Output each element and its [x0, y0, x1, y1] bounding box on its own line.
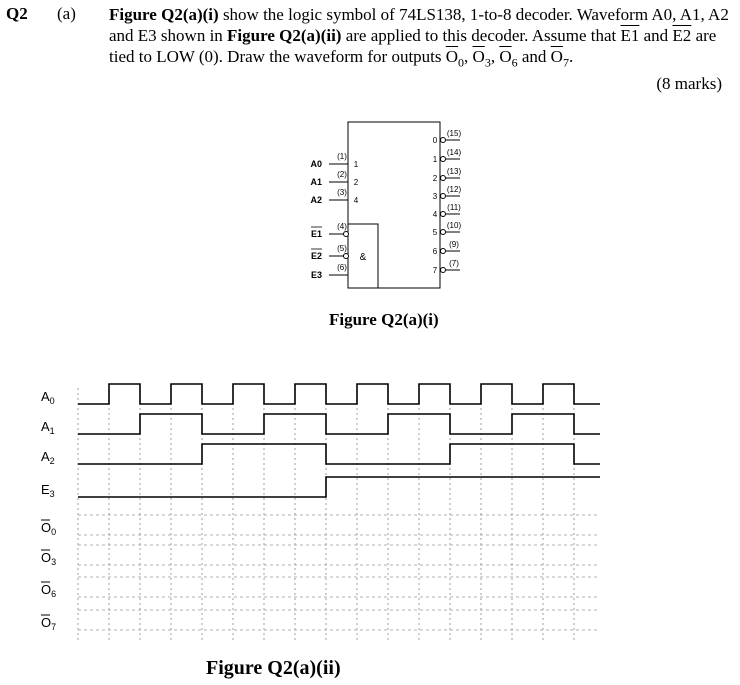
marks-label: (8 marks) [656, 74, 722, 93]
output-bubble [441, 212, 446, 217]
input-pin-number: (2) [337, 170, 347, 179]
question-part: (a) [57, 4, 76, 23]
input-weight: 4 [353, 196, 359, 205]
question-text-run: , [464, 47, 473, 66]
output-index: 1 [432, 155, 438, 164]
question-text-run: E2 [672, 26, 692, 45]
output-bubble [441, 157, 446, 162]
output-bubble [441, 194, 446, 199]
question-number: Q2 [6, 4, 28, 23]
input-weight: 2 [353, 178, 359, 187]
input-pin-number: (4) [337, 222, 347, 231]
figure-caption-i: Figure Q2(a)(i) [329, 310, 439, 329]
input-label: E1 [310, 229, 322, 239]
signal-label: $A_1$ [41, 419, 55, 436]
input-pin-number: (6) [337, 263, 347, 272]
output-index: 2 [432, 174, 438, 183]
waveform-trace [78, 384, 600, 404]
figure-caption-ii: Figure Q2(a)(ii) [206, 657, 341, 679]
input-pin-number: (1) [337, 152, 347, 161]
output-pin-number: (7) [449, 259, 459, 268]
input-label: E2 [310, 251, 322, 261]
output-pin-number: (13) [446, 167, 462, 176]
timing-diagram [41, 384, 600, 642]
question-text-run: show the logic symbol of 74LS138, 1-to-8 decoder. Waveform A0, A1, A2 and E3 shown in [109, 5, 729, 45]
signal-label: $O_3$ [41, 550, 57, 567]
output-pin-number: (9) [449, 240, 459, 249]
question-text-run: . [568, 47, 574, 66]
input-label: A2 [310, 195, 322, 205]
inversion-bubble [344, 232, 349, 237]
output-bubble [441, 138, 446, 143]
output-index: 5 [432, 228, 438, 237]
output-index: 7 [432, 266, 438, 275]
output-pin-number: (15) [446, 129, 462, 138]
output-pin-number: (11) [447, 203, 461, 212]
output-pin-number: (10) [446, 221, 462, 230]
question-text-run: and [639, 26, 673, 45]
output-index: 6 [432, 247, 438, 256]
output-index: 4 [432, 210, 438, 219]
signal-label: $O_7$ [41, 615, 57, 632]
output-bubble [441, 176, 446, 181]
question-text-run: $\overline{O}_7$ [550, 47, 569, 70]
output-index: 3 [432, 192, 438, 201]
signal-label: $O_6$ [41, 582, 57, 599]
question-text-run: Figure Q2(a)(i) [109, 5, 219, 24]
input-label: A1 [310, 177, 322, 187]
signal-label: $A_2$ [41, 449, 55, 466]
question-text-run: $\overline{O}_3$ [472, 47, 491, 70]
question-text-run: , [490, 47, 500, 66]
input-label: E3 [310, 270, 322, 280]
decoder-logic-symbol [310, 122, 461, 288]
signal-label: $A_0$ [41, 389, 55, 406]
input-label: A0 [310, 159, 322, 169]
output-bubble [441, 268, 446, 273]
question-text-run: E1 [620, 26, 640, 45]
input-pin-number: (3) [337, 188, 347, 197]
question-text-run: Figure Q2(a)(ii) [227, 26, 342, 45]
input-pin-number: (5) [337, 244, 347, 253]
waveform-trace [78, 477, 600, 497]
output-pin-number: (14) [446, 148, 462, 157]
question-text-run: $\overline{O}_6$ [499, 47, 518, 70]
and-symbol: & [359, 252, 367, 263]
signal-label: $E_3$ [41, 482, 55, 499]
waveform-trace [78, 444, 600, 464]
question-text-run: $\overline{O}_0$ [445, 47, 465, 70]
decoder-body [348, 122, 440, 288]
output-pin-number: (12) [446, 185, 462, 194]
question-text-run: are applied to this decoder. Assume that [341, 26, 621, 45]
input-weight: 1 [353, 160, 359, 169]
inversion-bubble [344, 254, 349, 259]
output-bubble [441, 230, 446, 235]
output-bubble [441, 249, 446, 254]
question-text-run: are tied to LOW (0). Draw the waveform for outputs [109, 26, 717, 66]
signal-label: $O_0$ [41, 520, 57, 537]
output-index: 0 [432, 136, 438, 145]
waveform-trace [78, 414, 600, 434]
question-text-run: and [517, 47, 551, 66]
